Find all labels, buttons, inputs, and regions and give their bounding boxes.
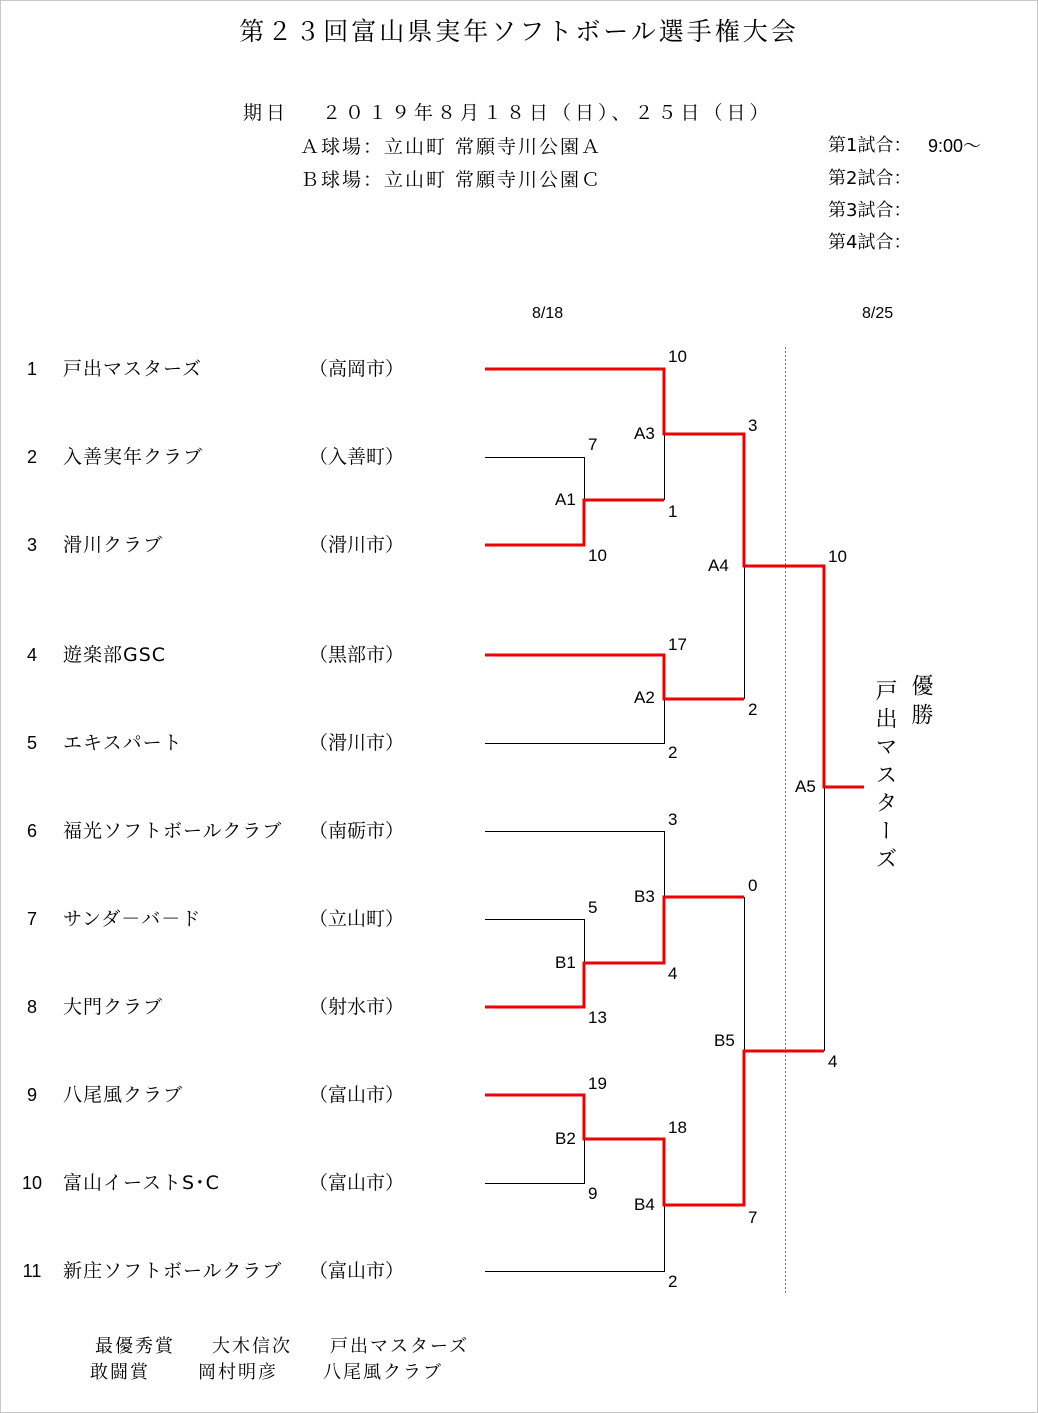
match-a2-score-bottom: 2	[668, 743, 678, 762]
team-row	[0, 1260, 480, 1282]
match-b2-score-top: 19	[588, 1074, 607, 1093]
match-b4-score-bottom: 2	[668, 1272, 678, 1291]
match-b1-score-bottom: 13	[588, 1008, 607, 1027]
team-city: （入善町）	[309, 446, 405, 468]
team-row	[0, 996, 480, 1018]
team-city: （富山市）	[309, 1260, 405, 1282]
team-8-winner-path	[485, 897, 744, 1007]
team-name: 入善実年クラブ	[63, 446, 204, 468]
team-city: （滑川市）	[309, 732, 405, 754]
award-mvp-title: 最優秀賞	[95, 1336, 175, 1357]
team-number: 11	[22, 1261, 42, 1281]
team-number: 3	[26, 535, 37, 555]
venue-b: Ｂ球場：立山町 常願寺川公園Ｃ	[300, 169, 603, 191]
team-row	[0, 644, 480, 666]
team-city: （富山市）	[309, 1084, 405, 1106]
team-name: 福光ソフトボールクラブ	[63, 820, 283, 842]
team-row	[0, 446, 480, 468]
match-a3-score-bottom: 1	[668, 502, 678, 521]
award-mvp-person: 大木信次	[212, 1336, 292, 1357]
match-b5-score-bottom: 7	[748, 1208, 758, 1227]
champion-team: 戸出マスターズ	[872, 679, 897, 875]
team-row	[0, 732, 480, 754]
schedule-game-3-label: 第3試合：	[828, 200, 912, 221]
match-a1-score-top: 7	[588, 435, 598, 454]
match-b5-score-top: 0	[748, 876, 758, 895]
team-row	[0, 908, 480, 930]
schedule-game-1-label: 第1試合：	[828, 135, 912, 156]
champion-label: 優勝	[908, 674, 933, 732]
team-city: （滑川市）	[309, 534, 405, 556]
team-name: 新庄ソフトボールクラブ	[63, 1260, 283, 1282]
team-name: 戸出マスターズ	[63, 358, 203, 380]
match-a3-score-top: 10	[668, 347, 687, 366]
match-a4-label: A4	[708, 556, 729, 575]
match-a5-score-top: 10	[828, 547, 847, 566]
match-b1-label: B1	[555, 953, 576, 972]
team-name: 富山イーストS･C	[63, 1172, 220, 1194]
team-9-winner-path	[485, 1051, 824, 1205]
team-number: 10	[21, 1173, 43, 1193]
match-b5-label: B5	[714, 1031, 735, 1050]
team-city: （立山町）	[309, 908, 405, 930]
match-a3-label: A3	[634, 424, 655, 443]
team-number: 4	[26, 645, 37, 665]
match-a5-score-bottom: 4	[828, 1052, 838, 1071]
award-fighting-spirit-team: 八尾風クラブ	[323, 1362, 443, 1383]
round-date-first: 8/18	[532, 305, 564, 322]
match-b3-label: B3	[634, 887, 655, 906]
team-city: （富山市）	[309, 1172, 405, 1194]
schedule-game-2-label: 第2試合：	[828, 168, 912, 189]
team-row	[0, 820, 480, 842]
team-city: （高岡市）	[309, 358, 405, 380]
award-fighting-spirit-person: 岡村明彦	[198, 1362, 278, 1383]
team-number: 1	[26, 359, 37, 379]
team-row	[0, 1172, 480, 1194]
match-a2-label: A2	[634, 688, 655, 707]
date-value: ２０１９年８月１８日（日）、２５日（日）	[322, 102, 773, 124]
match-b2-score-bottom: 9	[588, 1184, 598, 1203]
team-name: 大門クラブ	[63, 996, 164, 1018]
round-date-final: 8/25	[862, 305, 894, 322]
team-name: 八尾風クラブ	[63, 1084, 184, 1106]
page-title: 第２３回富山県実年ソフトボール選手権大会	[239, 17, 799, 46]
team-number: 6	[26, 821, 37, 841]
team-city: （黒部市）	[309, 644, 405, 666]
match-b4-score-top: 18	[668, 1118, 687, 1137]
team-city: （南砺市）	[309, 820, 405, 842]
match-b2-label: B2	[555, 1129, 576, 1148]
date-label: 期日	[243, 102, 290, 124]
match-a1-label: A1	[555, 490, 576, 509]
team-number: 2	[26, 447, 37, 467]
venue-a: Ａ球場：立山町 常願寺川公園Ａ	[300, 136, 603, 158]
team-row	[0, 534, 480, 556]
match-b4-label: B4	[634, 1195, 655, 1214]
team-name: 滑川クラブ	[63, 534, 164, 556]
match-b3-score-bottom: 4	[668, 964, 678, 983]
match-a5-label: A5	[795, 777, 816, 796]
schedule-game-4-label: 第4試合：	[828, 232, 912, 253]
award-fighting-spirit-title: 敢闘賞	[90, 1362, 150, 1383]
team-number: 5	[26, 733, 37, 753]
schedule-game-1-time: 9:00～	[928, 136, 982, 156]
match-a2-score-top: 17	[668, 635, 687, 654]
team-name: エキスパート	[63, 732, 183, 754]
team-row	[0, 358, 480, 380]
award-mvp-team: 戸出マスターズ	[330, 1336, 470, 1357]
team-number: 7	[26, 909, 37, 929]
team-number: 9	[26, 1085, 37, 1105]
team-4-winner-path	[485, 655, 744, 699]
team-city: （射水市）	[309, 996, 405, 1018]
match-a4-score-bottom: 2	[748, 700, 758, 719]
team-name: 遊楽部GSC	[63, 644, 167, 666]
team-number: 8	[26, 997, 37, 1017]
match-b3-score-top: 3	[668, 810, 678, 829]
match-a1-score-bottom: 10	[588, 546, 607, 565]
match-a4-score-top: 3	[748, 416, 758, 435]
team-row	[0, 1084, 480, 1106]
team-name: サンダ－バ－ド	[63, 908, 202, 930]
team-1-winner-path	[485, 369, 864, 787]
match-b1-score-top: 5	[588, 898, 598, 917]
